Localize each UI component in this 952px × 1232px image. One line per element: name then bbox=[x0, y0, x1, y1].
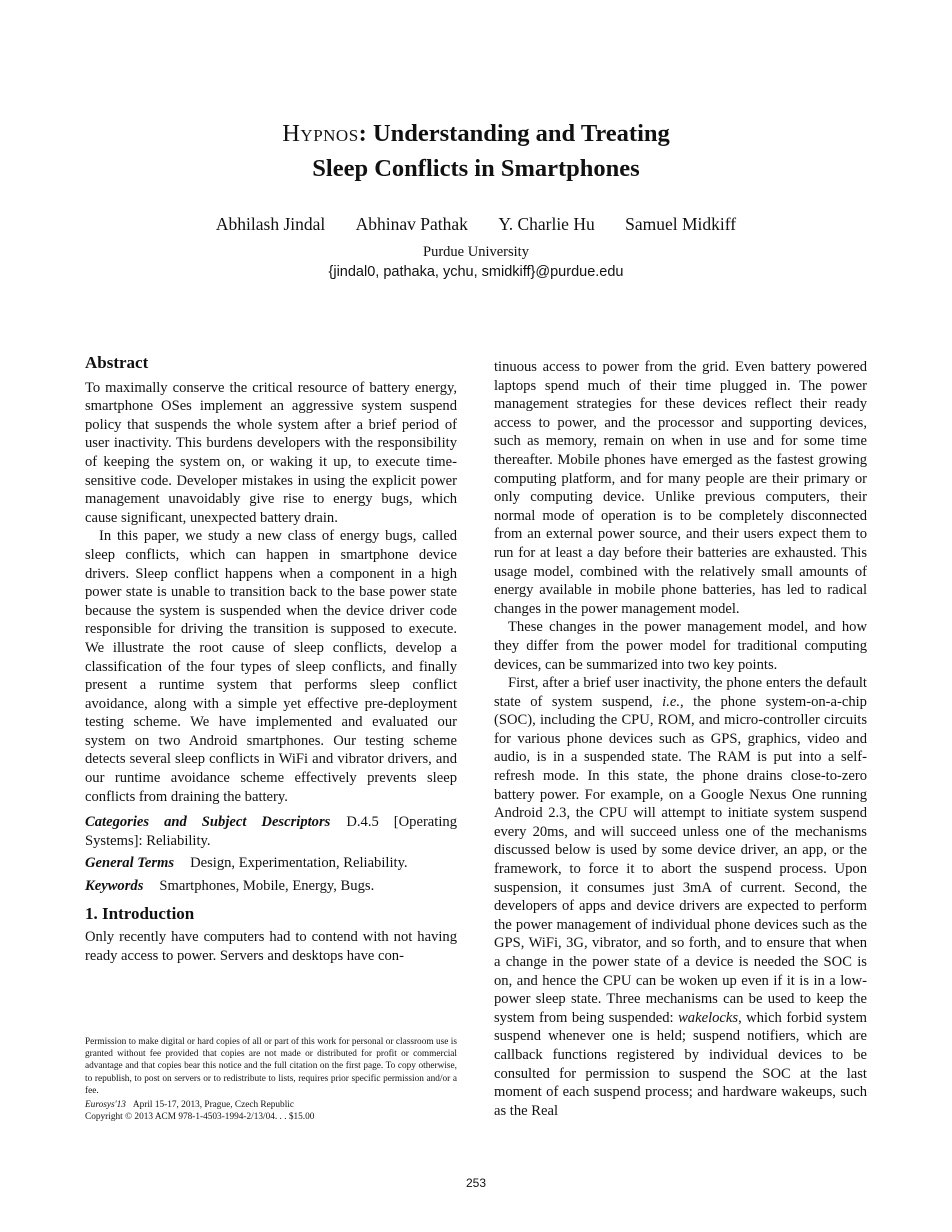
left-column bbox=[85, 354, 457, 965]
intro-paragraph: Only recently have computers had to contend with not having ready access to power. Servers and desktops have con- bbox=[85, 929, 457, 964]
title-line-1: Hypnos: Understanding and Treating bbox=[282, 120, 670, 147]
author: Y. Charlie Hu bbox=[498, 214, 595, 234]
categories-descriptors: Categories and Subject Descriptors D.4.5 [Operating Systems]: Reliability. bbox=[85, 814, 457, 849]
permission-footnote bbox=[85, 1036, 457, 1123]
paper-title bbox=[0, 116, 952, 186]
author-list bbox=[0, 214, 952, 235]
intro-paragraph: tinuous access to power from the grid. Even battery powered laptops spend much of their time plugged in. The power management strategies for these devices reflect their ready access to power, and the processor and supporting devices, such as memory, remain on when in use and for some time thereafter. Mobile phones have emerged as the fastest growing computing platform, and for many people are their primary or only computing device. Unlike previous computers, their normal mode of operation is to be completely disconnected from an external power source, and their users expect them to run for at least a day before their batteries are exhausted. This usage model, combined with the relatively small amounts of energy available in mobile phone batteries, has led to radical changes in the power management model. bbox=[494, 359, 867, 617]
keywords: Keywords Smartphones, Mobile, Energy, Bugs. bbox=[85, 878, 375, 895]
intro-paragraph: These changes in the power management model, and how they differ from the power model for traditional computing devices, can be summarized into two key points. bbox=[494, 619, 867, 673]
intro-paragraph: First, after a brief user inactivity, the phone enters the default state of system suspend, i.e., the phone system-on-a-chip (SOC), including the CPU, ROM, and micro-controller circuits for various phone devices such as GPS, graphics, video and audio, is in a suspended state. The RAM is put into a self-refresh mode. In this state, the phone drains close-to-zero battery power. For example, on a Google Nexus One running Android 2.3, the CPU will attempt to initiate system suspend every 20ms, and will succeed unless one of the mechanisms discussed below is used by some device driver, an app, or the framework, to force it to abort the suspend process. Upon suspension, it consumes just 3mA of current. Second, the developers of apps and device drivers are expected to perform the power management of individual phone devices such as the GPS, WiFi, 3G, vibrator, and so forth, and to ensure that when a change in the power state of a device is needed the SOC is on, and hence the CPU can be woken up even if it is in a low-power sleep state. Three mechanisms can be used to keep the system from being suspended: wakelocks, which forbid system suspend whenever one is held; suspend notifiers, which are callback functions registered by individual devices to be consulted for permission to suspend the SOC at the last moment of each suspend process; and hardware wakeups, such as the Real bbox=[494, 675, 867, 1119]
permission-text: Permission to make digital or hard copies of all or part of this work for personal or classroom use is granted without fee provided that copies are not made or distributed for profit or commercial advantage and that copies bear this notice and the full citation on the first page. To copy otherwise, to republish, to post on servers or to redistribute to lists, requires prior specific permission and/or a fee. bbox=[85, 1037, 457, 1096]
copyright-line: Copyright © 2013 ACM 978-1-4503-1994-2/13/04. . . $15.00 bbox=[85, 1112, 315, 1123]
general-terms: General Terms Design, Experimentation, Reliability. bbox=[85, 855, 408, 872]
section-heading-introduction: 1. Introduction bbox=[85, 903, 195, 923]
affiliation: Purdue University bbox=[423, 244, 529, 260]
conference-info: Eurosys'13 April 15-17, 2013, Prague, Czech Republic bbox=[85, 1100, 295, 1111]
system-name: Hypnos bbox=[282, 120, 359, 147]
title-line-2: Sleep Conflicts in Smartphones bbox=[312, 155, 640, 182]
abstract-paragraph: To maximally conserve the critical resource of battery energy, smartphone OSes implement an aggressive system suspend policy that suspends the whole system after a brief period of user inactivity. This burdens developers with the responsibility of keeping the system on, or waking it up, to execute time-sensitive code. Developer mistakes in using the explicit power management unavoidably give rise to energy bugs, which cause significant, unexpected battery drain. bbox=[85, 379, 457, 526]
page-number: 253 bbox=[465, 1176, 487, 1190]
abstract-heading: Abstract bbox=[85, 353, 149, 372]
abstract-paragraph: In this paper, we study a new class of energy bugs, called sleep conflicts, which can happen in smartphone device drivers. Sleep conflict happens when a component in a high power state is unable to transition back to the base power state because the system is suspended when the device driver code responsible for driving the transition is supposed to execute. We illustrate the root cause of sleep conflicts, develop a classification of the four types of sleep conflicts, and finally present a runtime system that performs sleep conflict avoidance, along with a simple yet effective pre-deployment testing scheme. We have implemented and evaluated our system on two Android smartphones. Our testing scheme detects several sleep conflicts in WiFi and vibrator drivers, and our runtime avoidance scheme effectively prevents sleep conflicts from draining the battery. bbox=[85, 528, 457, 805]
author-emails: {jindal0, pathaka, ychu, smidkiff}@purdue.edu bbox=[328, 264, 624, 280]
author: Abhinav Pathak bbox=[355, 214, 468, 234]
author: Abhilash Jindal bbox=[215, 214, 326, 234]
author: Samuel Midkiff bbox=[625, 214, 737, 234]
right-column bbox=[494, 358, 867, 1120]
